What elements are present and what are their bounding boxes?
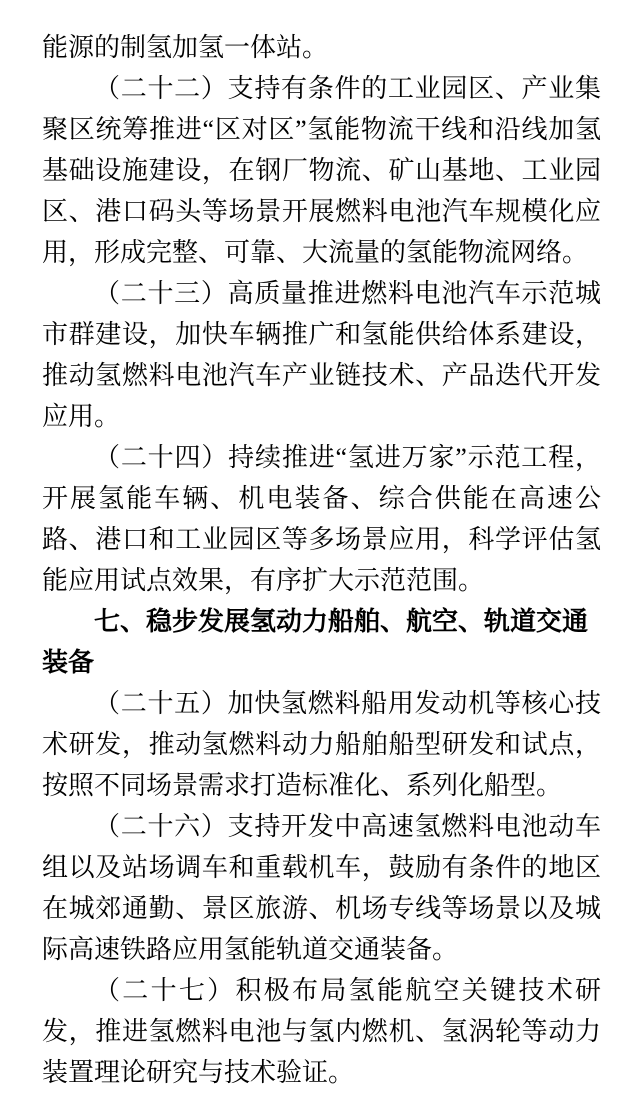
paragraph: （二十四）持续推进“氢进万家”示范工程，开展氢能车辆、机电装备、综合供能在高速公路、港口和工业园区等多场景应用，科学评估氢能应用试点效果，有序扩大示范范围。 — [42, 443, 601, 595]
paragraph: 能源的制氢加氢一体站。 — [42, 33, 329, 62]
paragraph: （二十三）高质量推进燃料电池汽车示范城市群建设，加快车辆推广和氢能供给体系建设，推动氢燃料电池汽车产业链技术、产品迭代开发应用。 — [42, 279, 601, 431]
paragraph: （二十七）积极布局氢能航空关键技术研发，推进氢燃料电池与氢内燃机、氢涡轮等动力装置理论研究与技术验证。 — [42, 976, 601, 1087]
section-heading: 七、稳步发展氢动力船舶、航空、轨道交通装备 — [42, 606, 589, 677]
paragraph: （二十六）支持开发中高速氢燃料电池动车组以及站场调车和重载机车，鼓励有条件的地区在城郊通勤、景区旅游、机场专线等场景以及城际高速铁路应用氢能轨道交通装备。 — [42, 812, 601, 964]
document-body — [42, 27, 601, 1093]
paragraph: （二十五）加快氢燃料船用发动机等核心技术研发，推动氢燃料动力船舶船型研发和试点，按照不同场景需求打造标准化、系列化船型。 — [42, 689, 601, 800]
paragraph: （二十二）支持有条件的工业园区、产业集聚区统筹推进“区对区”氢能物流干线和沿线加氢基础设施建设，在钢厂物流、矿山基地、工业园区、港口码头等场景开展燃料电池汽车规模化应用，形成完整、可靠、大流量的氢能物流网络。 — [42, 74, 601, 267]
